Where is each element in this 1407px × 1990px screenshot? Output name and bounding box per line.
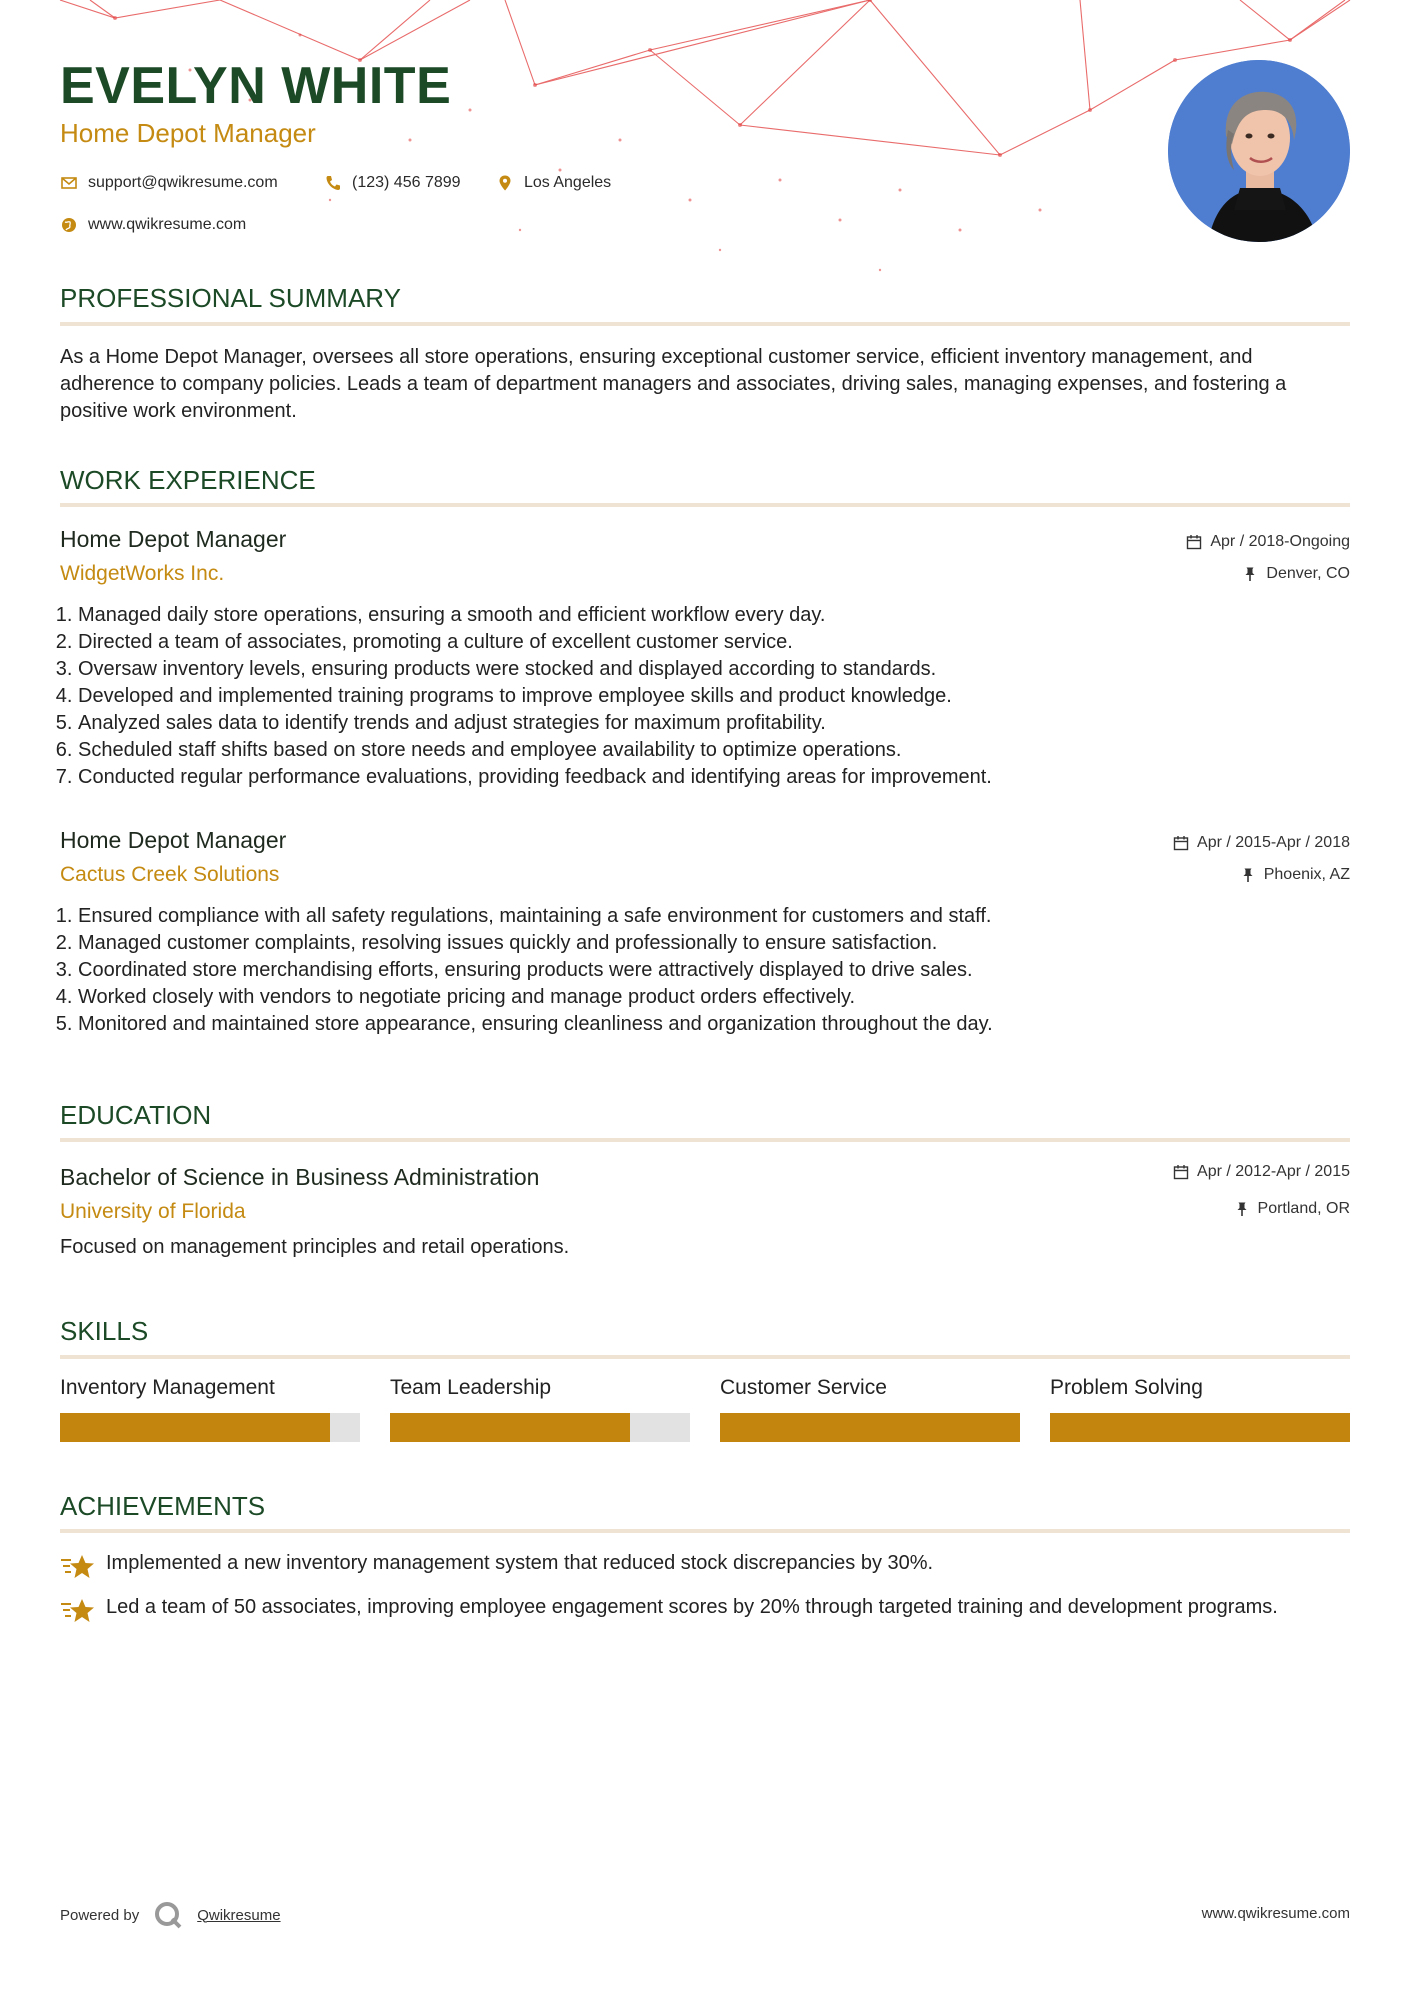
education-heading: EDUCATION bbox=[60, 1100, 212, 1130]
contact-website[interactable] bbox=[60, 216, 246, 234]
contact-phone-text: (123) 456 7899 bbox=[352, 174, 461, 191]
list-item: 5. Monitored and maintained store appearance, ensuring cleanliness and organization throughout the day. bbox=[78, 1011, 1348, 1038]
map-pin-icon bbox=[496, 174, 514, 192]
globe-icon bbox=[60, 216, 78, 234]
job-dates-text: Apr / 2015-Apr / 2018 bbox=[1197, 834, 1350, 851]
list-item: 2. Directed a team of associates, promoting a culture of excellent customer service. bbox=[78, 629, 1348, 656]
qwikresume-logo-icon bbox=[153, 1900, 183, 1930]
phone-icon bbox=[324, 174, 342, 192]
education-dates-text: Apr / 2012-Apr / 2015 bbox=[1197, 1163, 1350, 1180]
list-item: 4. Worked closely with vendors to negotiate pricing and manage product orders effectively. bbox=[78, 984, 1348, 1011]
list-item: 7. Conducted regular performance evaluations, providing feedback and identifying areas for improvement. bbox=[78, 764, 1348, 791]
job-duties-list bbox=[60, 602, 1348, 791]
list-item: 1. Ensured compliance with all safety regulations, maintaining a safe environment for customers and staff. bbox=[78, 903, 1348, 930]
education-description: Focused on management principles and retail operations. bbox=[60, 1236, 570, 1258]
list-item: 3. Oversaw inventory levels, ensuring products were stocked and displayed according to standards. bbox=[78, 656, 1348, 683]
calendar-icon bbox=[1173, 835, 1189, 851]
skill-bar-fill bbox=[390, 1413, 630, 1442]
achievement-item bbox=[60, 1550, 1350, 1580]
skill-name: Problem Solving bbox=[1050, 1376, 1203, 1399]
job-location bbox=[1242, 565, 1350, 583]
skill-bar-fill bbox=[720, 1413, 1020, 1442]
summary-text: As a Home Depot Manager, oversees all store operations, ensuring exceptional customer service, efficient inventory management, and adherence to company policies. Leads a team of department managers and associates, driving sales, managing expenses, and fostering a positive work environment. bbox=[60, 346, 1287, 422]
job-location bbox=[1240, 866, 1350, 884]
education-dates bbox=[1173, 1163, 1350, 1181]
list-item: 4. Developed and implemented training programs to improve employee skills and product knowledge. bbox=[78, 683, 1348, 710]
candidate-name: EVELYN WHITE bbox=[60, 57, 452, 115]
contact-location bbox=[496, 174, 611, 192]
education-location-text: Portland, OR bbox=[1257, 1200, 1350, 1217]
school-name: University of Florida bbox=[60, 1200, 246, 1223]
list-item: 2. Managed customer complaints, resolving issues quickly and professionally to ensure satisfaction. bbox=[78, 930, 1348, 957]
achievements-heading: ACHIEVEMENTS bbox=[60, 1491, 266, 1521]
experience-heading: WORK EXPERIENCE bbox=[60, 465, 316, 495]
person-portrait-icon bbox=[1168, 60, 1350, 242]
section-divider bbox=[60, 1138, 1350, 1142]
job-dates bbox=[1173, 834, 1350, 852]
contact-website-text: www.qwikresume.com bbox=[88, 216, 247, 233]
job-title: Home Depot Manager bbox=[60, 526, 287, 552]
pushpin-icon bbox=[1242, 566, 1258, 582]
job-company: Cactus Creek Solutions bbox=[60, 863, 280, 886]
section-divider bbox=[60, 1529, 1350, 1533]
pushpin-icon bbox=[1240, 867, 1256, 883]
list-item: 3. Coordinated store merchandising efforts, ensuring products were attractively displayed to drive sales. bbox=[78, 957, 1348, 984]
skill-name: Customer Service bbox=[720, 1376, 887, 1399]
list-item: 6. Scheduled staff shifts based on store needs and employee availability to optimize operations. bbox=[78, 737, 1348, 764]
footer-powered-by bbox=[60, 1900, 281, 1930]
envelope-icon bbox=[60, 174, 78, 192]
shooting-star-icon bbox=[60, 1552, 94, 1580]
job-title: Home Depot Manager bbox=[60, 827, 287, 853]
job-dates-text: Apr / 2018-Ongoing bbox=[1210, 533, 1350, 550]
degree-title: Bachelor of Science in Business Administration bbox=[60, 1164, 540, 1190]
achievement-text: Implemented a new inventory management system that reduced stock discrepancies by 30%. bbox=[106, 1552, 934, 1574]
job-dates bbox=[1186, 533, 1350, 551]
contact-phone[interactable] bbox=[324, 174, 461, 192]
skill-bar bbox=[60, 1413, 360, 1442]
contact-location-text: Los Angeles bbox=[524, 174, 612, 191]
shooting-star-icon bbox=[60, 1596, 94, 1624]
pushpin-icon bbox=[1234, 1201, 1250, 1217]
job-location-text: Phoenix, AZ bbox=[1263, 866, 1350, 883]
list-item: 5. Analyzed sales data to identify trends and adjust strategies for maximum profitability. bbox=[78, 710, 1348, 737]
footer-url[interactable]: www.qwikresume.com bbox=[1201, 1905, 1350, 1922]
skill-bar bbox=[390, 1413, 690, 1442]
list-item: 1. Managed daily store operations, ensuring a smooth and efficient workflow every day. bbox=[78, 602, 1348, 629]
section-divider bbox=[60, 322, 1350, 326]
skill-name: Inventory Management bbox=[60, 1376, 275, 1399]
summary-heading: PROFESSIONAL SUMMARY bbox=[60, 283, 401, 313]
skill-name: Team Leadership bbox=[390, 1376, 552, 1399]
skill-bar bbox=[720, 1413, 1020, 1442]
education-location bbox=[1234, 1200, 1350, 1218]
section-divider bbox=[60, 1355, 1350, 1359]
job-location-text: Denver, CO bbox=[1266, 565, 1350, 582]
brand-link[interactable]: Qwikresume bbox=[197, 1906, 281, 1924]
powered-by-label: Powered by bbox=[60, 1906, 140, 1924]
contact-email-text: support@qwikresume.com bbox=[88, 174, 278, 191]
skill-bar bbox=[1050, 1413, 1350, 1442]
contact-email[interactable] bbox=[60, 174, 278, 192]
job-company: WidgetWorks Inc. bbox=[60, 562, 225, 585]
achievement-item bbox=[60, 1594, 1350, 1624]
candidate-title: Home Depot Manager bbox=[60, 118, 316, 148]
skills-heading: SKILLS bbox=[60, 1316, 149, 1346]
section-divider bbox=[60, 503, 1350, 507]
calendar-icon bbox=[1186, 534, 1202, 550]
job-duties-list bbox=[60, 903, 1348, 1038]
achievement-text: Led a team of 50 associates, improving employee engagement scores by 20% through targeted training and development programs. bbox=[106, 1596, 1278, 1618]
calendar-icon bbox=[1173, 1164, 1189, 1180]
profile-photo bbox=[1168, 60, 1350, 242]
skill-bar-fill bbox=[60, 1413, 330, 1442]
skill-bar-fill bbox=[1050, 1413, 1350, 1442]
